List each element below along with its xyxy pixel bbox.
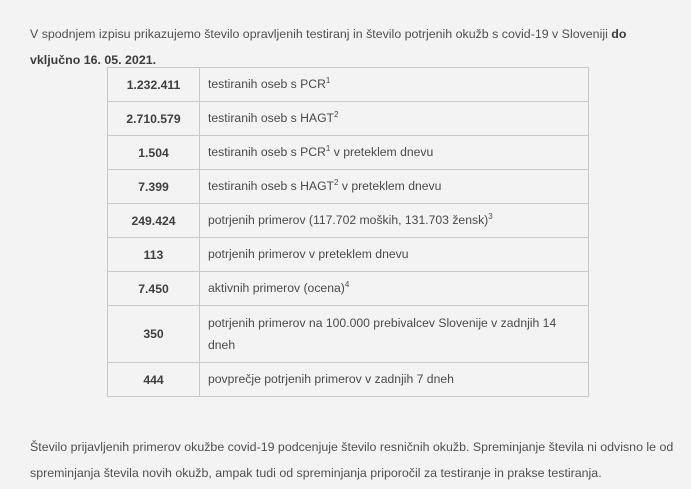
footnote-marker: 4 <box>344 280 350 290</box>
stat-value: 7.399 <box>108 170 200 204</box>
stat-value: 444 <box>108 363 200 397</box>
disclaimer-paragraph: Število prijavljenih primerov okužbe covid-19 podcenjuje število resničnih okužb. Spreminjanje števila ni odvisno le od spreminjanja števila novih okužb, ampak tudi od spreminjanja priporočil za testiranje in prakse testiranja. <box>30 440 674 481</box>
stat-text: povprečje potrjenih primerov v zadnjih 7 dneh <box>208 372 454 387</box>
stat-text: potrjenih primerov v preteklem dnevu <box>208 247 409 262</box>
table-row <box>108 136 589 170</box>
table-row <box>108 306 589 363</box>
footnote-marker: 2 <box>334 110 339 120</box>
stat-text: aktivnih primerov (ocena) <box>208 281 345 296</box>
intro-text: V spodnjem izpisu prikazujemo število opravljenih testiranj in število potrjenih okužb s covid-19 v Sloveniji <box>30 27 612 42</box>
stat-text: potrjenih primerov na 100.000 prebivalcev Slovenije v zadnjih 14 dneh <box>208 315 557 352</box>
stat-suffix: v preteklem dnevu <box>330 145 434 160</box>
stat-value: 7.450 <box>108 272 200 306</box>
stat-description <box>200 170 589 204</box>
stat-text: potrjenih primerov (117.702 moških, 131.703 žensk) <box>208 213 489 228</box>
stat-description <box>200 204 589 238</box>
stat-description <box>200 68 589 102</box>
stat-description <box>200 136 589 170</box>
table-row <box>108 102 589 136</box>
stat-suffix: v preteklem dnevu <box>338 179 442 194</box>
stat-value: 249.424 <box>108 204 200 238</box>
stat-text: testiranih oseb s PCR <box>208 77 326 92</box>
stat-text: testiranih oseb s HAGT <box>208 111 334 126</box>
stat-description <box>200 238 589 272</box>
stat-description <box>200 102 589 136</box>
table-row <box>108 272 589 306</box>
stat-text: testiranih oseb s PCR <box>208 145 326 160</box>
statistics-table <box>107 67 589 397</box>
stat-value: 113 <box>108 238 200 272</box>
footnote-marker: 1 <box>325 144 331 154</box>
table-row <box>108 204 589 238</box>
intro-date: do vključno 16. 05. 2021. <box>30 27 627 68</box>
table-row <box>108 170 589 204</box>
footnote-marker: 1 <box>325 76 331 86</box>
stat-text: testiranih oseb s HAGT <box>208 179 334 194</box>
footnote-marker: 2 <box>334 178 339 188</box>
table-row <box>108 238 589 272</box>
stat-description <box>200 306 589 363</box>
stat-value: 1.232.411 <box>108 68 200 102</box>
intro-paragraph <box>30 21 680 73</box>
footnote-marker: 3 <box>488 212 493 222</box>
table-row <box>108 363 589 397</box>
stat-description <box>200 272 589 306</box>
stat-value: 1.504 <box>108 136 200 170</box>
stat-value: 350 <box>108 306 200 363</box>
table-row <box>108 68 589 102</box>
stat-description <box>200 363 589 397</box>
stat-value: 2.710.579 <box>108 102 200 136</box>
